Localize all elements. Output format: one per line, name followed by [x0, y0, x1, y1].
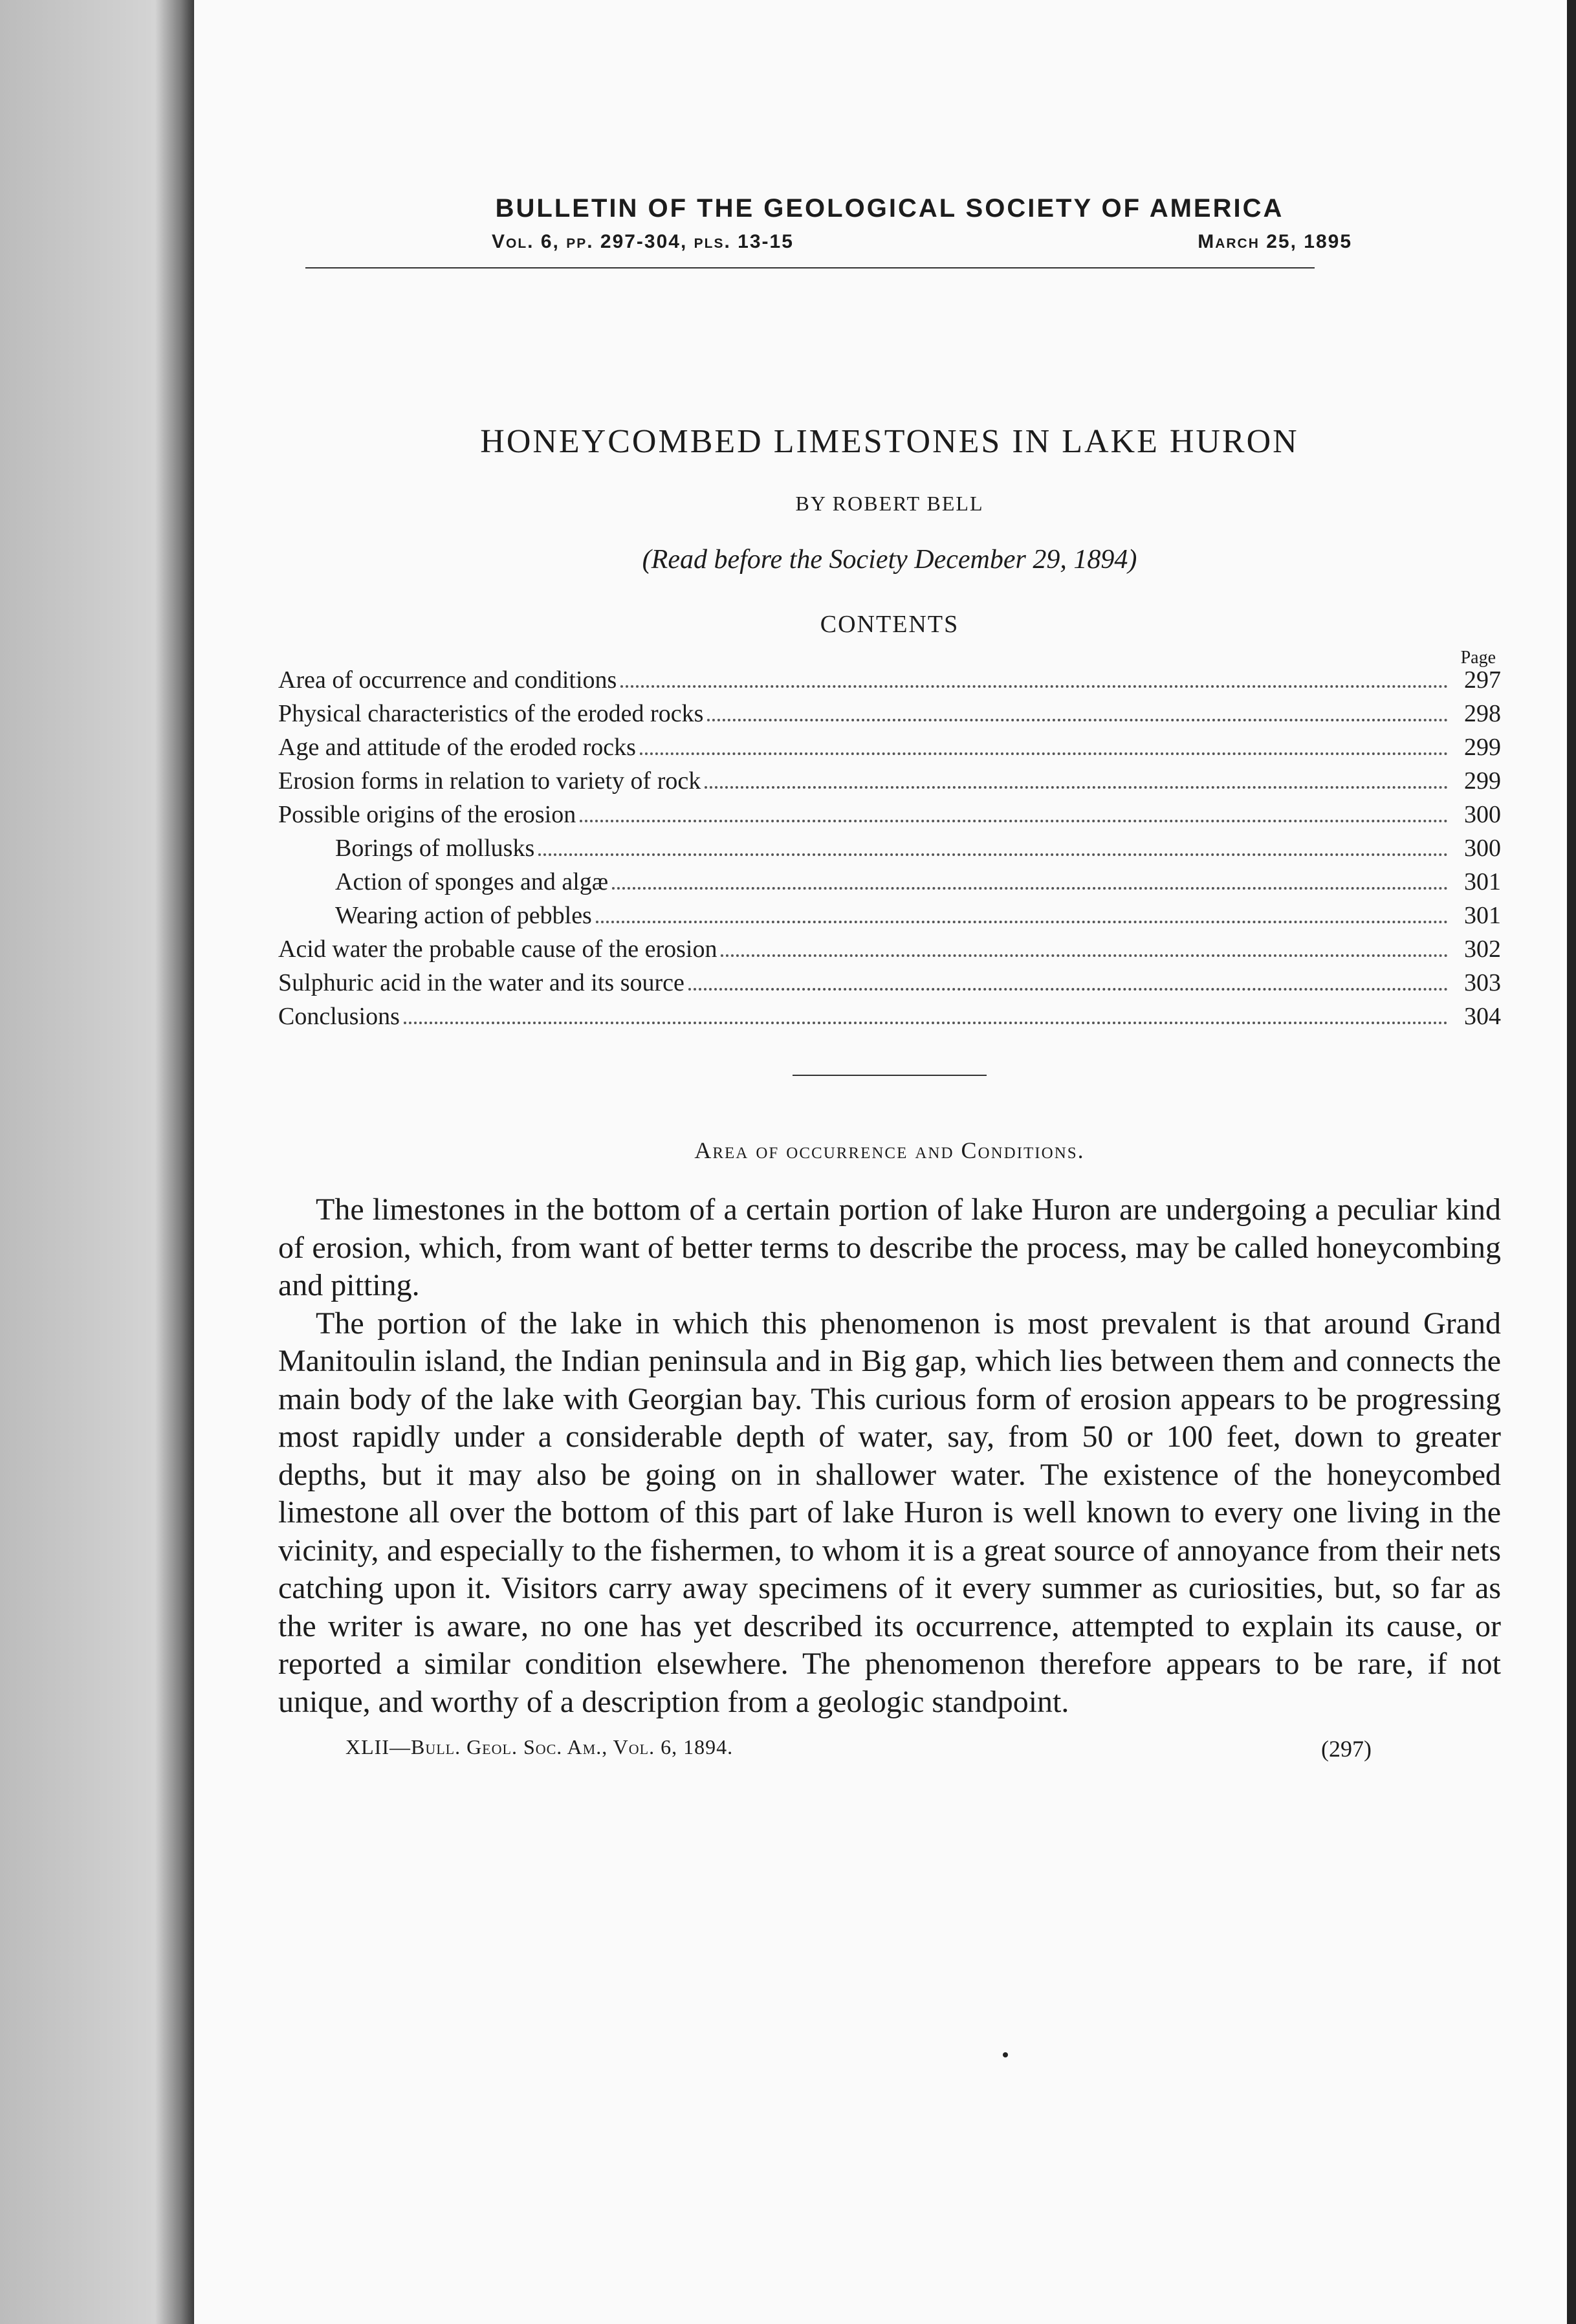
toc-entry-label: Acid water the probable cause of the erosion	[278, 936, 717, 963]
toc-entry-page: 301	[1464, 902, 1501, 929]
toc-entry-page: 302	[1464, 936, 1501, 963]
body-paragraph: The portion of the lake in which this phenomenon is most prevalent is that around Grand Manitoulin island, the Indian peninsula and in Big gap, which lies between them and connects the main body of the lake with Georgian bay. This curious form of erosion appears to be progressing most rapidly under a considerable depth of water, say, from 50 or 100 feet, down to greater depths, but it may also be going on in shallower water. The existence of the honeycombed limestone all over the bottom of this part of lake Huron is well known to every one living in the vicinity, and especially to the fishermen, to whom it is a great source of annoyance from their nets catching upon it. Visitors carry away specimens of it every summer as curiosities, but, so far as the writer is aware, no one has yet described its occurrence, attempted to explain its cause, or reported a similar condition elsewhere. The phenomenon therefore appears to be rare, if not unique, and worthy of a description from a geologic standpoint.	[278, 1306, 1501, 1719]
toc-leader-dots	[640, 752, 1448, 755]
toc-entry-page: 298	[1464, 700, 1501, 727]
scan-speck	[1003, 2052, 1008, 2057]
toc-leader-dots	[721, 954, 1448, 957]
scan-right-edge	[1567, 0, 1576, 2324]
toc-entry-page: 301	[1464, 868, 1501, 895]
toc-entry	[278, 1002, 1501, 1036]
toc-entry-page: 297	[1464, 666, 1501, 694]
section-heading: Area of occurrence and Conditions.	[694, 1137, 1085, 1163]
toc-entry	[278, 767, 1501, 800]
issue-date: March 25, 1895	[1198, 231, 1352, 252]
journal-title: BULLETIN OF THE GEOLOGICAL SOCIETY OF AMERICA	[495, 194, 1284, 223]
toc-leader-dots	[705, 786, 1448, 789]
toc-leader-dots	[688, 988, 1448, 991]
body-paragraph: The limestones in the bottom of a certain portion of lake Huron are undergoing a peculiar kind of erosion, which, from want of better terms to describe the process, may be called honeycombing and pitting.	[278, 1192, 1501, 1302]
toc-entry	[278, 969, 1501, 1002]
article-byline: BY ROBERT BELL	[795, 492, 984, 515]
page-content	[278, 194, 1501, 1762]
signature-mark: XLII—Bull. Geol. Soc. Am., Vol. 6, 1894.	[345, 1735, 734, 1759]
toc-entry-label: Erosion forms in relation to variety of rock	[278, 767, 701, 795]
toc-entry-label: Area of occurrence and conditions	[278, 666, 617, 694]
toc-entry	[278, 935, 1501, 969]
toc-entry-label: Action of sponges and algæ	[335, 868, 609, 895]
toc-entry-label: Conclusions	[278, 1003, 400, 1030]
toc-leader-dots	[580, 820, 1448, 822]
toc-entry	[278, 666, 1501, 699]
page-footer	[278, 1735, 1501, 1762]
contents-page-label: Page	[1460, 648, 1496, 668]
toc-leader-dots	[538, 853, 1448, 856]
table-of-contents	[278, 666, 1501, 1036]
toc-subentry	[278, 901, 1501, 935]
article-title: HONEYCOMBED LIMESTONES IN LAKE HURON	[480, 423, 1299, 460]
journal-subline	[492, 231, 1352, 253]
section-body	[278, 1191, 1501, 1721]
header-rule	[305, 267, 1315, 269]
toc-entry-page: 299	[1464, 767, 1501, 795]
page-number: (297)	[1321, 1736, 1372, 1762]
toc-leader-dots	[620, 685, 1448, 688]
toc-entry-label: Borings of mollusks	[335, 835, 535, 862]
toc-entry-label: Sulphuric acid in the water and its source	[278, 969, 684, 996]
toc-entry-page: 299	[1464, 734, 1501, 761]
toc-subentry	[278, 868, 1501, 901]
toc-leader-dots	[612, 887, 1448, 890]
read-note: (Read before the Society December 29, 1894)	[642, 545, 1137, 575]
toc-entry-page: 300	[1464, 801, 1501, 828]
toc-leader-dots	[404, 1022, 1448, 1024]
toc-leader-dots	[707, 719, 1448, 721]
section-divider	[793, 1075, 987, 1076]
toc-entry-page: 303	[1464, 969, 1501, 996]
document-page	[194, 0, 1576, 2324]
toc-leader-dots	[596, 921, 1448, 923]
volume-info: Vol. 6, pp. 297-304, pls. 13-15	[492, 231, 794, 252]
toc-entry	[278, 800, 1501, 834]
toc-entry	[278, 699, 1501, 733]
toc-entry-label: Physical characteristics of the eroded rocks	[278, 700, 704, 727]
toc-entry	[278, 733, 1501, 767]
toc-subentry	[278, 834, 1501, 868]
contents-heading: CONTENTS	[820, 611, 959, 638]
toc-entry-label: Wearing action of pebbles	[335, 902, 592, 929]
toc-entry-label: Age and attitude of the eroded rocks	[278, 734, 636, 761]
toc-entry-page: 300	[1464, 835, 1501, 862]
toc-entry-label: Possible origins of the erosion	[278, 801, 576, 828]
toc-entry-page: 304	[1464, 1003, 1501, 1030]
scan-gutter	[0, 0, 194, 2324]
